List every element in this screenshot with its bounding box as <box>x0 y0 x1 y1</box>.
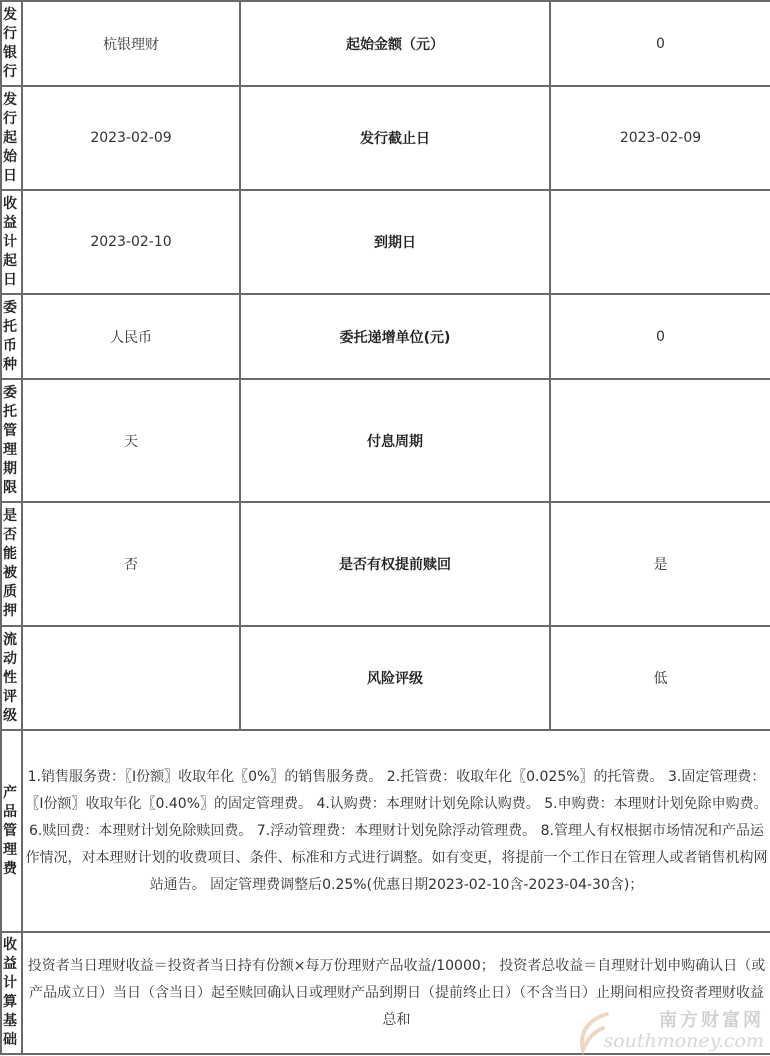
row-value: 杭银理财 <box>22 1 240 86</box>
row-value2: 低 <box>550 626 770 730</box>
row-value: 天 <box>22 379 240 502</box>
row-value <box>22 626 240 730</box>
table-row <box>1 190 770 294</box>
row-label: 委托管理期限 <box>1 379 22 502</box>
row-value2 <box>550 190 770 294</box>
row-value: 否 <box>22 502 240 626</box>
row-key: 是否有权提前赎回 <box>240 502 550 626</box>
row-value2: 2023-02-09 <box>550 86 770 190</box>
row-label: 收益计起日 <box>1 190 22 294</box>
row-value: 2023-02-09 <box>22 86 240 190</box>
row-label: 发行起始日 <box>1 86 22 190</box>
product-info-rows <box>1 1 770 1054</box>
fees-row <box>1 730 770 932</box>
row-key: 发行截止日 <box>240 86 550 190</box>
table-row <box>1 502 770 626</box>
table-row <box>1 1 770 86</box>
row-key: 委托递增单位(元) <box>240 294 550 379</box>
income-label: 收益计算基础 <box>1 932 22 1054</box>
row-key: 风险评级 <box>240 626 550 730</box>
row-value2: 0 <box>550 294 770 379</box>
row-value: 2023-02-10 <box>22 190 240 294</box>
fees-label: 产品管理费 <box>1 730 22 932</box>
row-value2: 0 <box>550 1 770 86</box>
row-label: 流动性评级 <box>1 626 22 730</box>
row-key: 到期日 <box>240 190 550 294</box>
income-row <box>1 932 770 1054</box>
row-key: 起始金额（元） <box>240 1 550 86</box>
row-value: 人民币 <box>22 294 240 379</box>
table-row <box>1 294 770 379</box>
row-label: 委托币种 <box>1 294 22 379</box>
watermark-en: southmoney.com <box>603 1030 764 1052</box>
income-text: 投资者当日理财收益＝投资者当日持有份额×每万份理财产品收益/10000； 投资者总收益＝自理财计划申购确认日（或产品成立日）当日（含当日）起至赎回确认日或理财产品到期日（提前终止日）（不含当日）止期间相应投资者理财收益总和 <box>22 932 770 1054</box>
row-key: 付息周期 <box>240 379 550 502</box>
row-value2 <box>550 379 770 502</box>
row-label: 是否能被质押 <box>1 502 22 626</box>
fees-text: 1.销售服务费：〖I份额〗收取年化〖0%〗的销售服务费。 2.托管费：收取年化〖0.025%〗的托管费。 3.固定管理费：〖I份额〗收取年化〖0.40%〗的固定管理费。 4.认购费：本理财计划免除认购费。 5.申购费：本理财计划免除申购费。 6.赎回费：本理财计划免除赎回费。 7.浮动管理费：本理财计划免除浮动管理费。 8.管理人有权根据市场情况和产品运作情况，对本理财计划的收费项目、条件、标准和方式进行调整。如有变更，将提前一个工作日在管理人或者销售机构网站通告。 固定管理费调整后0.25%(优惠日期2023-02-10含-2023-04-30含)； <box>22 730 770 932</box>
table-row <box>1 379 770 502</box>
row-value2: 是 <box>550 502 770 626</box>
row-label: 发行银行 <box>1 1 22 86</box>
table-row <box>1 626 770 730</box>
table-row <box>1 86 770 190</box>
watermark-cn: 南方财富网 <box>659 1010 764 1031</box>
